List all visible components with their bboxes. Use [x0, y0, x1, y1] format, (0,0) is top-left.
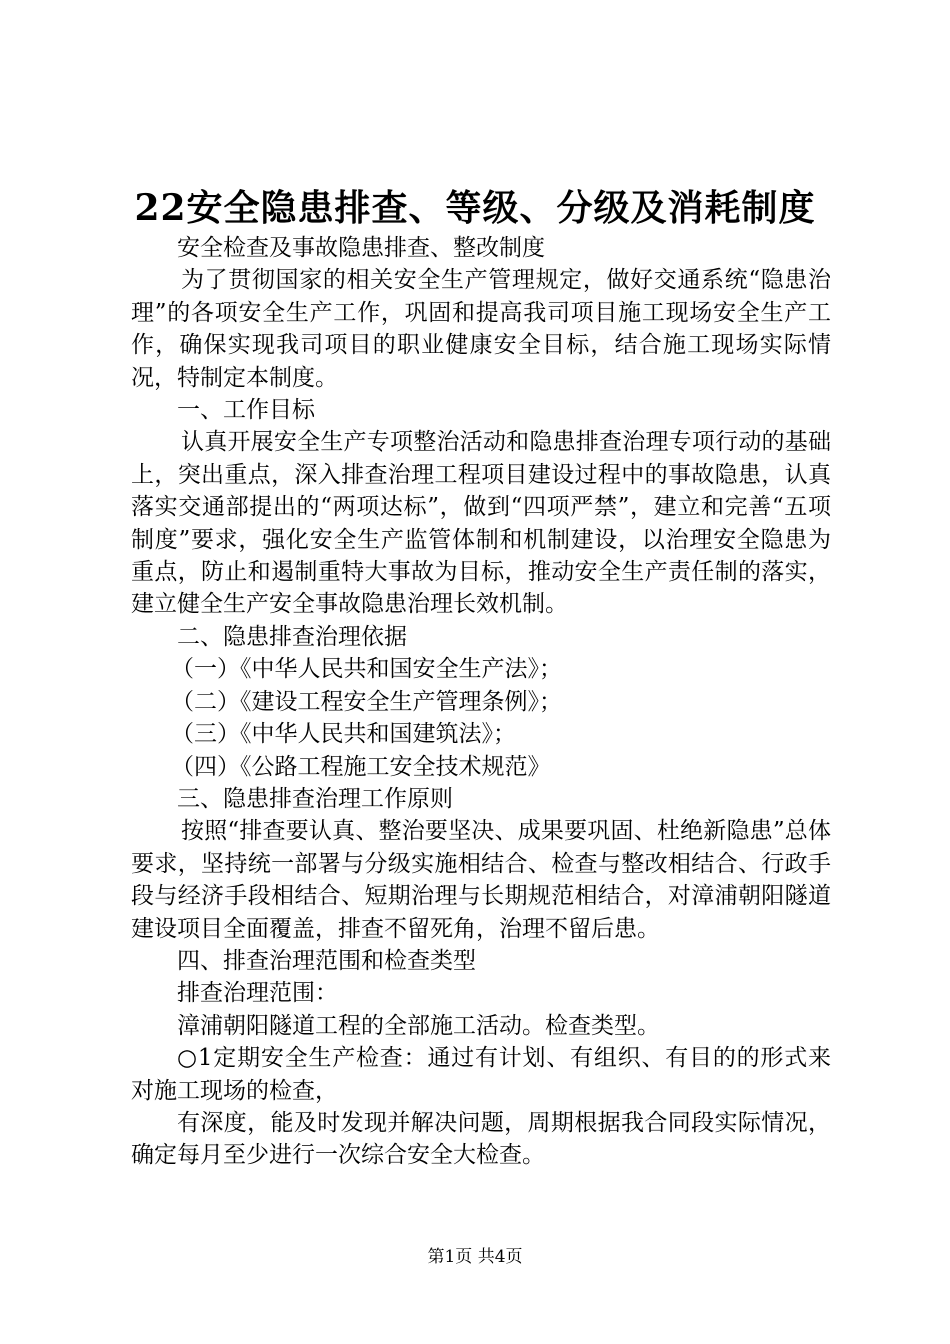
paragraph: 安全检查及事故隐患排查、整改制度 — [177, 235, 545, 261]
list-item: （四）《公路工程施工安全技术规范》 — [171, 753, 551, 780]
document-body — [131, 232, 831, 1172]
section-heading: 二、隐患排查治理依据 — [177, 623, 407, 650]
section-heading: 三、隐患排查治理工作原则 — [177, 785, 453, 812]
paragraph: 认真开展安全生产专项整治活动和隐患排查治理专项行动的基础上，突出重点，深入排查治理工程项目建设过程中的事故隐患，认真落实交通部提出的“两项达标”，做到“四项严禁”，建立和完善“五项制度”要求，强化安全生产监管体制和机制建设，以治理安全隐患为重点，防止和遏制重特大事故为目标，推动安全生产责任制的落实，建立健全生产安全事故隐患治理长效机制。 — [131, 429, 831, 618]
paragraph: 为了贯彻国家的相关安全生产管理规定，做好交通系统“隐患治理”的各项安全生产工作，巩固和提高我司项目施工现场安全生产工作，确保实现我司项目的职业健康安全目标，结合施工现场实际情况，特制定本制度。 — [131, 267, 831, 391]
paragraph: 排查治理范围： — [177, 980, 338, 1007]
list-item: （二）《建设工程安全生产管理条例》； — [171, 688, 562, 715]
paragraph: ○1定期安全生产检查：通过有计划、有组织、有目的的形式来对施工现场的检查， — [131, 1045, 831, 1104]
paragraph: 按照“排查要认真、整治要坚决、成果要巩固、杜绝新隐患”总体要求，坚持统一部署与分级实施相结合、检查与整改相结合、行政手段与经济手段相结合、短期治理与长期规范相结合，对漳浦朝阳隧道建设项目全面覆盖，排查不留死角，治理不留后患。 — [131, 818, 831, 942]
list-item: （一）《中华人民共和国安全生产法》； — [171, 656, 562, 683]
paragraph: 有深度，能及时发现并解决问题，周期根据我合同段实际情况，确定每月至少进行一次综合安全大检查。 — [131, 1109, 831, 1169]
document-title: 22安全隐患排查、等级、分级及消耗制度 — [134, 187, 816, 229]
list-item: （三）《中华人民共和国建筑法》； — [171, 721, 516, 748]
paragraph: 漳浦朝阳隧道工程的全部施工活动。检查类型。 — [177, 1012, 660, 1039]
section-heading: 四、排查治理范围和检查类型 — [177, 947, 476, 974]
section-heading: 一、工作目标 — [177, 397, 315, 424]
page-number: 第1页 共4页 — [427, 1247, 523, 1267]
